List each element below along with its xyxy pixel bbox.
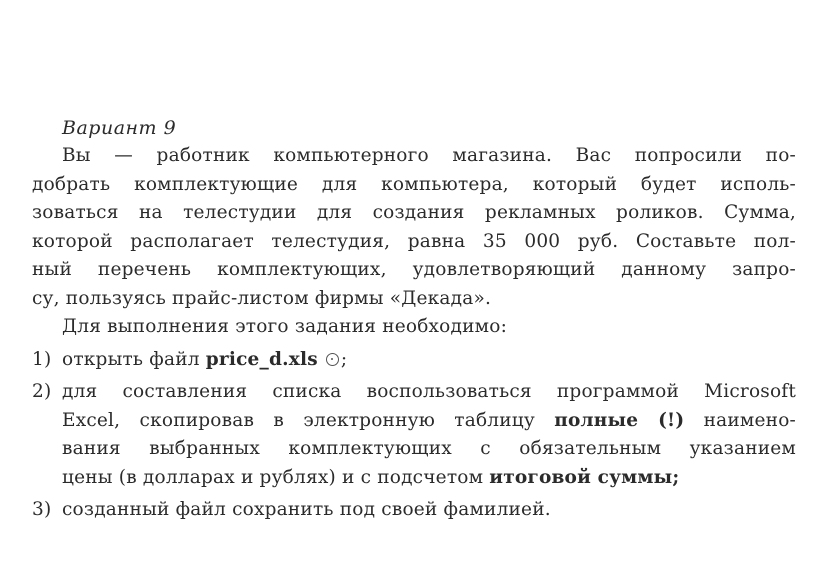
list-item [32, 378, 796, 492]
intro-line: Вы — работник компьютерного магазина. Вас попросили по- [62, 145, 796, 166]
list-item-number: 2) [32, 381, 52, 402]
intro-line: зоваться на телестудии для создания рекламных роликов. Сумма, [32, 202, 796, 223]
variant-title: Вариант 9 [62, 117, 177, 139]
intro-line: су, пользуясь прайс-листом фирмы «Декада». [32, 287, 492, 309]
list-item-text: для составления списка воспользоваться программой Microsoft Excel, скопировав в электронную таблицу полные (!) наимено- вания выбранных комплектующих с обязательным указанием цены (в долларах и рублях) и с подсчетом итоговой суммы; [62, 381, 796, 488]
intro-line: ный перечень комплектующих, удовлетворяющий данному запро- [32, 259, 796, 280]
list-item-number: 3) [32, 499, 52, 520]
intro-line: добрать комплектующие для компьютера, который будет исполь- [32, 173, 796, 195]
task-intro: Для выполнения этого задания необходимо: [62, 316, 507, 337]
intro-line: которой располагает телестудия, равна 35 000 руб. Составьте пол- [32, 230, 796, 252]
list-item [32, 346, 796, 375]
task-list [32, 346, 796, 525]
list-item-number: 1) [32, 348, 52, 370]
list-item-text: созданный файл сохранить под своей фамилией. [62, 499, 551, 520]
disk-icon [326, 353, 339, 366]
intro-paragraph [32, 142, 796, 313]
document-page [32, 114, 796, 525]
list-item-text: открыть файл price_d.xls ; [62, 348, 348, 370]
file-name: price_d.xls [205, 348, 318, 370]
list-item [32, 496, 796, 525]
